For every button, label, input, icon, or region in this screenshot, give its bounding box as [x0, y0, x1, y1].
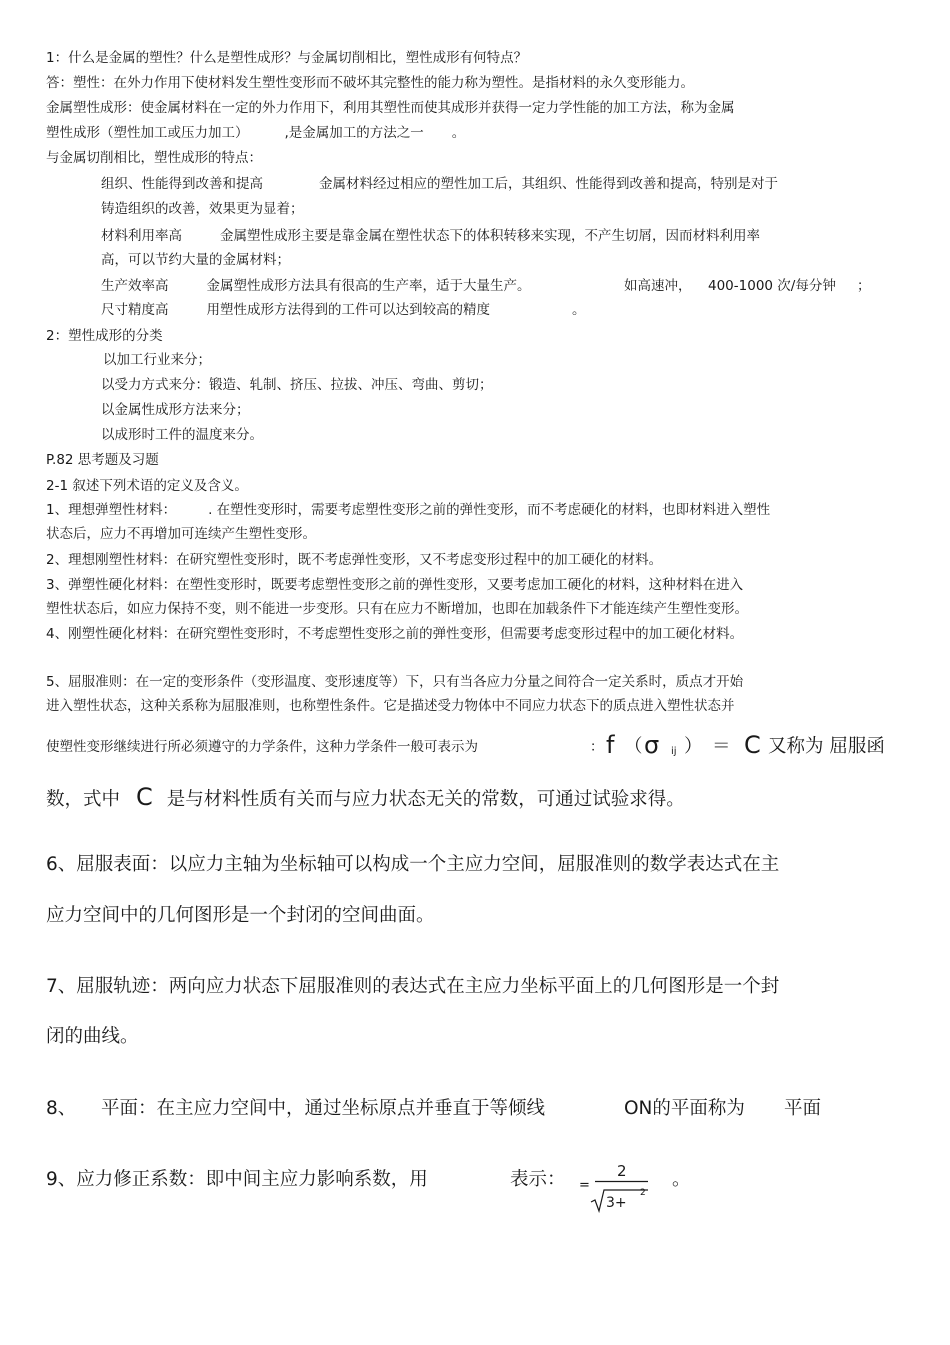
term-5-const-C: C — [136, 783, 153, 811]
q2-item: 以金属性成形方法来分； — [101, 402, 250, 418]
feature-2-label: 材料利用率高 — [101, 228, 182, 244]
fraction-denominator: 3+ — [606, 1195, 627, 1211]
term-5-const-a: 数，式中 — [46, 789, 121, 810]
term-2: 2、理想刚塑性材料：在研究塑性变形时，既不考虑弹性变形，又不考虑变形过程中的加工硬化的材料。 — [46, 552, 663, 568]
term-5-formula-intro: 使塑性变形继续进行所必须遵守的力学条件，这种力学条件一般可表示为 — [46, 739, 478, 755]
q1-forming-term: 塑性成形（塑性加工或压力加工） — [46, 125, 249, 141]
formula-rparen: ） — [684, 736, 703, 757]
feature-2-text: 金属塑性成形主要是靠金属在塑性状态下的体积转移来实现，不产生切屑，因而材料利用率 — [220, 228, 760, 244]
q1-title: 1：什么是金属的塑性？什么是塑性成形？与金属切削相比，塑性成形有何特点？ — [46, 50, 528, 66]
q1-forming-period: 。 — [451, 125, 466, 141]
term-6-cont: 应力空间中的几何图形是一个封闭的空间曲面。 — [46, 905, 435, 926]
q2-title: 2：塑性成形的分类 — [46, 328, 163, 344]
term-6: 6、屈服表面：以应力主轴为坐标轴可以构成一个主应力空间，屈服准则的数学表达式在主 — [46, 854, 780, 875]
feature-2-cont: 高，可以节约大量的金属材料； — [101, 252, 290, 268]
q2-item: 以成形时工件的温度来分。 — [101, 427, 263, 443]
term-9-end: 。 — [672, 1169, 691, 1190]
formula-lparen: （ — [624, 736, 643, 757]
feature-4 — [101, 302, 490, 318]
q1-answer: 答：塑性：在外力作用下使材料发生塑性变形而不破坏其完整性的能力称为塑性。是指材料的永久变形能力。 — [46, 75, 694, 91]
feature-1-text: 金属材料经过相应的塑性加工后，其组织、性能得到改善和提高，特别是对于 — [319, 176, 778, 192]
q1-compare: 与金属切削相比，塑性成形的特点： — [46, 150, 262, 166]
feature-4-text: 用塑性成形方法得到的工件可以达到较高的精度 — [206, 302, 490, 318]
formula-C: C — [744, 731, 761, 759]
term-5-const-b: 是与材料性质有关而与应力状态无关的常数，可通过试验求得。 — [166, 789, 685, 810]
fraction-superscript: 2 — [640, 1188, 646, 1198]
fraction-equals: = — [579, 1178, 590, 1193]
formula-equals: ＝ — [712, 736, 731, 757]
q2-item: 以加工行业来分； — [103, 352, 211, 368]
term-9-express: 表示： — [510, 1169, 566, 1190]
formula-tail: 又称为 屈服函 — [768, 736, 885, 757]
term-8-text: 平面：在主应力空间中，通过坐标原点并垂直于等倾线 — [101, 1098, 546, 1119]
term-8-end: 平面 — [784, 1098, 822, 1119]
term-5-cont: 进入塑性状态，这种关系称为屈服准则，也称塑性条件。它是描述受力物体中不同应力状态下的质点进入塑性状态并 — [46, 698, 735, 714]
feature-4-end: 。 — [572, 302, 586, 318]
term-5-const — [46, 785, 685, 812]
q1-forming-def: 金属塑性成形：使金属材料在一定的外力作用下，利用其塑性而使其成形并获得一定力学性能的加工方法，称为金属 — [46, 100, 735, 116]
feature-3-rate: 400-1000 次/每分钟 — [708, 278, 836, 294]
feature-4-label: 尺寸精度高 — [101, 302, 169, 318]
p82-subtitle: 2-1 叙述下列术语的定义及含义。 — [46, 478, 248, 494]
feature-3 — [101, 278, 531, 294]
feature-1-label: 组织、性能得到改善和提高 — [101, 176, 263, 192]
term-1-text: . 在塑性变形时，需要考虑塑性变形之前的弹性变形，而不考虑硬化的材料，也即材料进入塑性 — [208, 502, 771, 518]
feature-3-example: 如高速冲， — [624, 278, 692, 294]
feature-1-cont: 铸造组织的改善，效果更为显着； — [101, 201, 304, 217]
feature-1 — [101, 176, 778, 192]
p82-title: P.82 思考题及习题 — [46, 452, 159, 468]
term-7: 7、屈服轨迹：两向应力状态下屈服准则的表达式在主应力坐标平面上的几何图形是一个封 — [46, 976, 780, 997]
q1-forming-def-cont — [46, 125, 465, 141]
fraction-numerator: 2 — [617, 1162, 627, 1180]
feature-3-text: 金属塑性成形方法具有很高的生产率，适于大量生产。 — [206, 278, 531, 294]
term-9: 9、应力修正系数：即中间主应力影响系数，用 — [46, 1169, 428, 1190]
feature-2 — [101, 228, 760, 244]
formula-sigma: σ — [644, 731, 660, 759]
term-8-num: 8、 — [46, 1098, 77, 1119]
formula-f: f — [606, 731, 615, 759]
term-3-cont: 塑性状态后，如应力保持不变，则不能进一步变形。只有在应力不断增加，也即在加载条件下才能连续产生塑性变形。 — [46, 601, 748, 617]
formula-ij: ij — [671, 746, 677, 757]
term-7-cont: 闭的曲线。 — [46, 1026, 139, 1047]
term-1-label: 1、理想弹塑性材料： — [46, 502, 177, 518]
term-1 — [46, 502, 770, 518]
q2-item: 以受力方式来分：锻造、轧制、挤压、拉拔、冲压、弯曲、剪切； — [101, 377, 493, 393]
feature-3-label: 生产效率高 — [101, 278, 169, 294]
term-3: 3、弹塑性硬化材料：在塑性变形时，既要考虑塑性变形之前的弹性变形，又要考虑加工硬化的材料，这种材料在进入 — [46, 577, 744, 593]
feature-3-end: ； — [857, 278, 871, 294]
formula-colon: ： — [590, 739, 604, 755]
term-8-on: ON的平面称为 — [624, 1098, 745, 1119]
term-1-cont: 状态后，应力不再增加可连续产生塑性变形。 — [46, 526, 316, 542]
term-5: 5、屈服准则：在一定的变形条件（变形温度、变形速度等）下，只有当各应力分量之间符合一定关系时，质点才开始 — [46, 674, 744, 690]
q1-forming-method: ,是金属加工的方法之一 — [284, 125, 424, 141]
term-4: 4、刚塑性硬化材料：在研究塑性变形时，不考虑塑性变形之前的弹性变形，但需要考虑变形过程中的加工硬化材料。 — [46, 626, 744, 642]
